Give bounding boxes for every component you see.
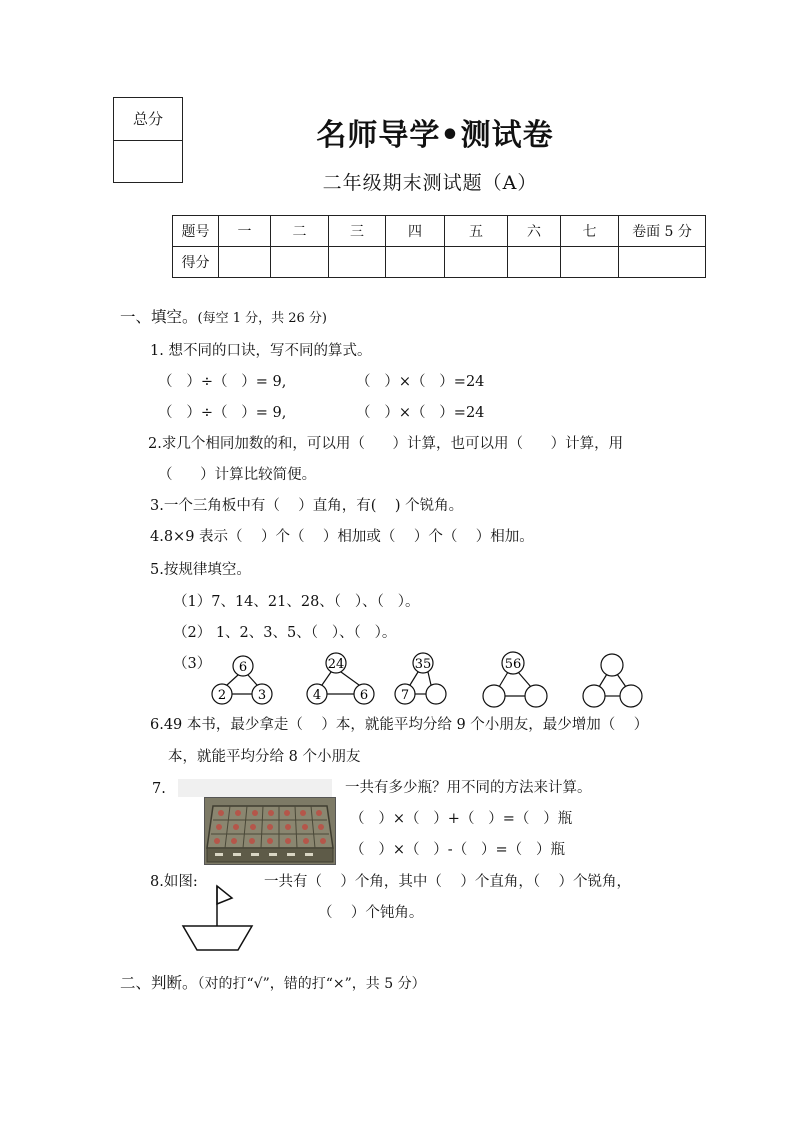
q2-line1: 2.求几个相同加数的和，可以用（ ）计算，也可以用（ ）计算，用 <box>148 436 624 452</box>
tree-branch-right <box>617 674 626 687</box>
tree-branch-right <box>428 672 431 685</box>
tree-right-node <box>525 685 547 707</box>
tree-left-node-value: 7 <box>400 688 410 703</box>
q2-line2: （ ）计算比较简便。 <box>158 467 317 483</box>
tree-right-node-value: 3 <box>257 688 267 703</box>
q5-stem: 5.按规律填空。 <box>150 562 251 578</box>
image-top-strip <box>178 779 332 797</box>
tree-left-node <box>483 685 505 707</box>
number-tree <box>212 656 272 704</box>
section2-note: （对的打“√”，错的打“×”，共 5 分） <box>197 976 426 992</box>
tree-branch-left <box>410 672 418 685</box>
number-tree <box>395 653 446 704</box>
q5-part1: （1）7、14、21、28、（ ）、（ ）。 <box>173 594 420 610</box>
tree-top-node-value: 35 <box>414 657 432 672</box>
q8-line1: 一共有（ ）个角，其中（ ）个直角，（ ）个锐角， <box>264 874 632 890</box>
grade-cell: 六 <box>508 216 561 247</box>
q6-line1: 6.49 本书，最少拿走（ ）本，就能平均分给 9 个小朋友，最少增加（ ） <box>150 717 649 733</box>
tree-top-node-value: 6 <box>238 660 248 675</box>
q3: 3.一个三角板中有（ ）直角，有( ) 个锐角。 <box>150 498 464 514</box>
tree-top-node-value: 24 <box>327 657 345 672</box>
tree-branch-left <box>227 675 238 685</box>
tree-top-node <box>601 654 623 676</box>
grade-cell: 四 <box>386 216 445 247</box>
q7-row2: （ ）×（ ）-（ ）=（ ）瓶 <box>350 842 566 858</box>
section1-note: (每空 1 分，共 26 分) <box>197 311 328 326</box>
q8-prefix: 8.如图: <box>150 874 198 890</box>
bottle-crate-image <box>204 797 336 865</box>
boat-figure <box>180 882 260 954</box>
tree-left-node-value: 4 <box>312 688 322 703</box>
tree-right-node <box>620 685 642 707</box>
tree-left-node <box>583 685 605 707</box>
tree-branch-left <box>322 672 331 685</box>
tree-branch-left <box>499 672 508 687</box>
page-subtitle: 二年级期末测试题（A） <box>322 172 538 194</box>
q7-row1: （ ）×（ ）+（ ）=（ ）瓶 <box>350 811 573 827</box>
q1-stem: 1. 想不同的口诀，写不同的算式。 <box>150 343 372 359</box>
section1-heading: 一、填空。 <box>120 308 198 326</box>
section2-heading: 二、判断。 <box>120 974 198 992</box>
grade-cell: 七 <box>561 216 619 247</box>
grade-cell: 三 <box>329 216 386 247</box>
q7-number: 7. <box>152 781 166 797</box>
q1-row2-right: （ ）×（ ）=24 <box>356 405 485 421</box>
tree-branch-right <box>248 675 257 685</box>
q5-part2: （2） 1、2、3、5、（ ）、（ ）。 <box>173 625 397 641</box>
q1-row1-left: （ ）÷（ ）= 9, <box>158 374 287 390</box>
tree-right-node-value: 6 <box>359 688 369 703</box>
grade-cell: 题号 <box>173 216 219 247</box>
tree-branch-right <box>518 672 531 687</box>
total-score-label: 总分 <box>114 98 182 141</box>
q8-line2: （ ）个钝角。 <box>318 905 424 921</box>
section2-header <box>120 974 426 993</box>
number-tree <box>307 653 374 704</box>
q7-stem: 一共有多少瓶？用不同的方法来计算。 <box>345 780 592 796</box>
grade-cell: 五 <box>445 216 508 247</box>
grade-cell: 一 <box>219 216 271 247</box>
grade-cell: 卷面 5 分 <box>619 216 706 247</box>
tree-right-node <box>426 684 446 704</box>
grade-cell: 得分 <box>173 247 219 278</box>
q6-line2: 本，就能平均分给 8 个小朋友 <box>168 749 361 765</box>
q1-row2-left: （ ）÷（ ）= 9, <box>158 405 287 421</box>
q1-row1-right: （ ）×（ ）=24 <box>356 374 485 390</box>
tree-branch-right <box>341 672 359 685</box>
tree-left-node-value: 2 <box>217 688 227 703</box>
q4: 4.8×9 表示（ ）个（ ）相加或（ ）个（ ）相加。 <box>150 529 534 545</box>
tree-branch-left <box>599 674 607 687</box>
grade-cell: 二 <box>271 216 329 247</box>
number-tree <box>583 654 642 707</box>
page-title: 名师导学•测试卷 <box>316 118 554 153</box>
q5-part3: （3） <box>173 656 212 672</box>
number-tree <box>483 652 547 707</box>
tree-top-node-value: 56 <box>504 657 522 672</box>
